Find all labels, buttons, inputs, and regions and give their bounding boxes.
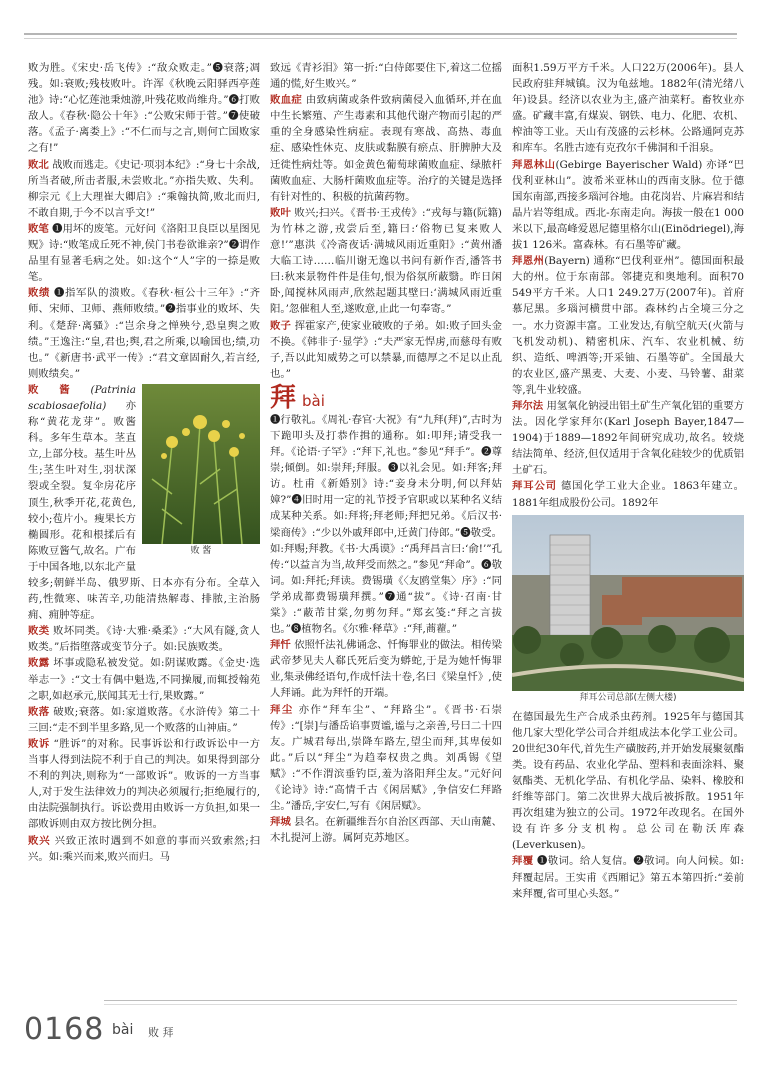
entry-baichan bbox=[270, 637, 502, 701]
entry-baiyi bbox=[270, 205, 502, 318]
footer-rule bbox=[104, 1000, 737, 1001]
headword: 拜尘 bbox=[270, 703, 294, 716]
character-definition: ❶行敬礼。《周礼·春官·大祝》有“九拜(拜)”,古时为下跪叩头及打恭作揖的通称。如:叩拜;请受我一拜。《论语·子罕》:“拜下,礼也。”参见“拜手”。❷尊崇;倾倒。如:崇拜;拜服。❸以礼会见。如:拜客;拜访。杜甫《新婚别》诗:“妾身未分明,何以拜姑嫜?”❹旧时用一定的礼节授予官职或以某种名义结成某种关系。如:拜将;拜老师;拜把兄弟。《后汉书·梁商传》:“少以外戚拜郎中,迁黄门侍郎。”❺敬受。如:拜赐;拜教。《书·大禹谟》:“禹拜昌言曰:‘俞!’”孔传:“以益言为当,故拜受而然之。”参见“拜命”。❻敬词。如:拜托;拜读。费锡璜《〈友鸥堂集〉序》:“同学弟成都费锡璜拜撰。”❼通“拔”。《诗·召南·甘棠》:“蔽芾甘棠,勿剪勿拜。”郑玄笺:“拜之言拔也。”❽植物名。《尔雅·释草》:“拜,蔏藋。” bbox=[270, 413, 502, 636]
entry-baienlinshan bbox=[512, 157, 744, 254]
foreign-name: (Gebirge Bayerischer Wald) bbox=[555, 158, 703, 171]
definition: 依照忏法礼佛诵念、忏悔罪业的做法。相传梁武帝梦见夫人郗氏死后变为蟒蛇,于是为她忏悔罪业,集录佛经语句,作成忏法十卷,名曰《梁皇忏》,使人拜诵。此为拜忏的开端。 bbox=[270, 639, 502, 700]
entry-bailuo bbox=[28, 704, 260, 736]
headword: 拜恩州 bbox=[512, 255, 545, 268]
headword: 拜忏 bbox=[270, 639, 291, 652]
column-1 bbox=[28, 60, 260, 975]
headword: 败叶 bbox=[270, 206, 291, 219]
entry-bailu bbox=[28, 655, 260, 703]
entry-baienzhou bbox=[512, 253, 744, 398]
figure-baijiang bbox=[142, 384, 260, 558]
definition: 由致病菌或条件致病菌侵入血循环,并在血中生长繁殖、产生毒素和其他代谢产物而引起的严重的全身感染性病症。表现有寒战、高热、毒血症、感染性休克、皮肤或黏膜有瘀点、肝脾肿大及迁徙性病灶等。如金黄色葡萄球菌败血症、绿脓杆菌败血症、大肠杆菌败血症等。治疗的关键是选择有针对性的、积极的抗菌药物。 bbox=[270, 94, 502, 203]
definition: 败兴;扫兴。《晋书·王戎传》:“戎每与籍(阮籍)为竹林之游,戎尝后至,籍曰:‘俗物已复来败人意!’”惠洪《冷斋夜话·满城风雨近重阳》:“黄州潘大临工诗……临川谢无逸以书问有新作否,潘答书曰:秋来景物件件是佳句,恨为俗氛所蔽翳。昨日闲卧,闻搅林风雨声,欣然起题其壁曰:‘满城风雨近重阳。’忽催租人至,遂败意,止此一句奉寄。” bbox=[270, 206, 502, 316]
footer-headwords: 败 拜 bbox=[148, 1026, 174, 1039]
definition: “胜诉”的对称。民事诉讼和行政诉讼中一方当事人得到法院不利于自己的判决。如果得到部分不利的判决,则称为“一部败诉”。败诉的一方当事人,对于发生法律效力的判决必须履行;拒绝履行的,由法院强制执行。诉讼费用由败诉一方负担,如果一部败诉则由双方按比例分担。 bbox=[28, 737, 260, 831]
entry-baichen bbox=[270, 702, 502, 815]
character-entry-bai bbox=[270, 384, 502, 412]
entry-baixing bbox=[28, 833, 260, 865]
foreign-name: (Bayern) bbox=[544, 255, 590, 268]
page-number: 0168 bbox=[24, 1012, 105, 1047]
headword: 败兴 bbox=[28, 834, 51, 847]
entry-baisu bbox=[28, 736, 260, 833]
definition: 亦作“拜车尘”、“拜路尘”。《晋书·石崇传》:“[崇]与潘岳谄事贾谧,谧与之亲善,号曰二十四友。广城君每出,崇降车路左,望尘而拜,其卑佞如此。”后以“拜尘”为趋奉权贵之典。刘禹锡《望赋》:“不作渭滨垂钓臣,羞为洛阳拜尘友。”元好问《论诗》诗:“高情千古《闲居赋》,争信安仁拜路尘。”潘岳,字安仁,写有《闲居赋》。 bbox=[270, 703, 502, 813]
column-2 bbox=[270, 60, 502, 975]
definition: 破败;衰落。如:家道败落。《水浒传》第二十三回:“走不到半里多路,见一个败落的山神庙。” bbox=[28, 705, 260, 734]
main-character-pinyin: bài bbox=[302, 391, 325, 410]
entry-continuation: 败为胜。《宋史·岳飞传》:“敌众败走。”❺衰落;凋残。如:衰败;残枝败叶。许浑《秋晚云阳驿西亭莲池》诗:“心忆莲池秉烛游,叶残花败尚维舟。”❻打败敌人。《春秋·隐公十年》:“公败宋师于菅。”❼使破落。《孟子·离娄上》:“不仁而与之言,则何亡国败家之有!” bbox=[28, 62, 260, 155]
definition: ❶指军队的溃败。《春秋·桓公十三年》:“齐师、宋师、卫师、燕师败绩。”❷指事业的败坏、失利。《楚辞·离骚》:“岂余身之惮殃兮,恐皇舆之败绩。”王逸注:“皇,君也;舆,君之所乘,以喻国也;绩,功也。”《新唐书·武平一传》:“君文章固耐久,若言经,则败绩矣。” bbox=[28, 287, 260, 380]
headword: 拜耳公司 bbox=[512, 480, 557, 493]
definition: 县名。在新疆维吾尔自治区西部、天山南麓、木扎提河上游。属阿克苏地区。 bbox=[270, 816, 502, 845]
definition: 兴致正浓时遇到不如意的事而兴致索然;扫兴。如:乘兴而来,败兴而归。马 bbox=[28, 834, 260, 863]
footer-rule-secondary bbox=[104, 1004, 737, 1005]
headword: 败露 bbox=[28, 657, 50, 670]
latin-name: (Patrinia scabiosaefolia) bbox=[28, 383, 136, 412]
entry-baiji bbox=[28, 285, 260, 382]
page-footer bbox=[24, 990, 737, 1050]
definition: 通称“巴伐利亚州”。德国面积最大的州。位于东南部。邻捷克和奥地利。面积70 549平方千米。人口1 249.27万(2007年)。首府慕尼黑。多瑙河横贯中部。森林约占全境三分之一。水力资源丰富。工业发达,有航空航天(火箭与飞机发动机)、精密机床、汽车、农业机械、纺织、造纸、啤酒等;开采铀、石墨等矿。全国最大的农业区,盛产黑麦、大麦、小麦、马铃薯、甜菜等,乳牛业较盛。 bbox=[512, 255, 744, 396]
definition: 亦称“黄花龙芽”。败酱科。多年生草本。茎直立,上部分枝。基生叶丛生;茎生叶对生,羽状深裂或全裂。复伞房花序顶生,秋季开花,花黄色,较小;苞片小。瘦果长方椭圆形。花和根揉后有陈败豆酱气,故名。广布于中国各地,以东北产量较多;朝鲜半岛、俄罗斯、日本亦有分布。全草入药,性微寒、味苦辛,功能清热解毒、排脓,主治肠痈、痈肿等症。 bbox=[28, 399, 260, 622]
headword: 拜城 bbox=[270, 816, 291, 829]
definition: 德国化学工业大企业。1863年建立。1881年组成股份公司。1892年 bbox=[512, 480, 744, 509]
definition: 坏事或隐私被发觉。如:阴谋败露。《金史·选举志一》:“文士有偶中魁选,不同操履,而辄授翰苑之职,如赵承元,朕闻其无士行,果败露。” bbox=[28, 657, 260, 702]
headword: 败北 bbox=[28, 158, 49, 171]
definition: 败坏同类。《诗·大雅·桑柔》:“大风有隧,贪人败类。”后指堕落或变节分子。如:民族败类。 bbox=[28, 625, 260, 654]
top-rule-secondary bbox=[24, 38, 737, 39]
definition: 战败而逃走。《史记·项羽本纪》:“身七十余战,所当者破,所击者服,未尝败北。”亦指失败、失利。柳宗元《上大理崔大卿启》:“乘翰执简,败北而归,不敢自期,于今不以言乎文!” bbox=[28, 158, 260, 219]
bayer-headquarters-photo bbox=[512, 515, 744, 691]
entry-baierfa bbox=[512, 398, 744, 478]
column-3 bbox=[512, 60, 744, 975]
definition: ❶用坏的废笔。元好问《洛阳卫良臣以星图见贶》诗:“败笔成丘死不神,侯门书卷欲谁亲?”❷谓作品里有显著毛病之处。如:这个“人”字的一捺是败笔。 bbox=[28, 222, 260, 284]
definition: 用氢氧化钠浸出铝土矿生产氧化铝的重要方法。因化学家拜尔(Karl Joseph Bayer,1847—1904)于1889—1892年间研究成功,故名。较烧结法简单、经济,但仅适用于含氧化硅较少的优质铝土矿石。 bbox=[512, 399, 744, 477]
figure-caption: 败 酱 bbox=[190, 545, 212, 556]
headword: 败诉 bbox=[28, 737, 50, 750]
entry-baiergongsi bbox=[512, 478, 744, 510]
headword: 败笔 bbox=[28, 222, 49, 235]
headword: 拜尔法 bbox=[512, 399, 544, 412]
entry-bailei bbox=[28, 623, 260, 655]
headword: 拜恩林山 bbox=[512, 158, 556, 171]
headword: 拜覆 bbox=[512, 855, 534, 868]
headword: 败绩 bbox=[28, 287, 51, 300]
headword: 败酱 bbox=[28, 383, 91, 396]
headword: 败血症 bbox=[270, 94, 303, 107]
entry-baibei bbox=[28, 157, 260, 221]
definition: 挥霍家产,使家业破败的子弟。如:败子回头金不换。《韩非子·显学》:“夫严家无悍虏,而慈母有败子,吾以此知威势之可以禁暴,而德厚之不足以止乱也。” bbox=[270, 319, 502, 380]
entry-continuation-bayer: 在德国最先生产合成杀虫药剂。1925年与德国其他几家大型化学公司合并组成法本化学工业公司。20世纪30年代,首先生产磺胺药,并开始发展聚氨酯类。设有药品、农业化学品、塑料和表面涂料、聚氨酯类、无机化学品、有机化学品、染料、橡胶和纤维等部门。第二次世界大战后被拆散。1951年再次组建为独立的公司。1972年改现名。在国外设有许多分支机构。总公司在勒沃库森(Leverkusen)。 bbox=[512, 710, 744, 852]
dictionary-columns bbox=[28, 60, 744, 975]
footer-pinyin: bài bbox=[112, 1022, 134, 1038]
top-rule bbox=[24, 33, 737, 35]
entry-continuation: 致远《青衫泪》第一折:“白侍郎要住下,着这二位摇通的慌,好生败兴。” bbox=[270, 62, 502, 91]
entry-baibi bbox=[28, 221, 260, 285]
figure-bayer-hq bbox=[512, 515, 744, 705]
entry-baifu bbox=[512, 853, 744, 901]
figure-caption: 拜耳公司总部(左侧大楼) bbox=[579, 692, 677, 703]
headword: 败落 bbox=[28, 705, 50, 718]
headword: 败子 bbox=[270, 319, 292, 332]
entry-baicheng bbox=[270, 814, 502, 846]
main-character: 拜 bbox=[270, 382, 297, 413]
definition: ❶敬词。给人复信。❷敬词。向人问候。如:拜覆起居。王实甫《西厢记》第五本第四折:“姜前来拜覆,省可里心头怒。” bbox=[512, 855, 744, 900]
headword: 败类 bbox=[28, 625, 50, 638]
entry-baizi bbox=[270, 318, 502, 382]
definition: 亦译“巴伐利亚林山”。波希米亚林山的西南支脉。位于德国东南部,西接多瑙河谷地。由花岗岩、片麻岩和结晶片岩等组成。西北-东南走向。海拔一般在1 000米以下,最高峰爱恩尼德里格尔山(Einödriegel),海拔1 126米。富森林。有石墨等矿藏。 bbox=[512, 158, 744, 252]
entry-baixuezheng bbox=[270, 92, 502, 205]
entry-continuation: 面积1.59万平方千米。人口22万(2006年)。县人民政府驻拜城镇。汉为龟兹地。1882年(清光绪八年)设县。经济以农业为主,盛产油菜籽。畜牧业亦盛。矿藏丰富,有煤炭、钢铁、电力、化肥、农机、榨油等工业。天山有茂盛的云杉林。公路通阿克苏和库车。名胜古迹有克孜尔千佛洞和千泪泉。 bbox=[512, 62, 744, 155]
baijiang-plant-photo bbox=[142, 384, 260, 544]
